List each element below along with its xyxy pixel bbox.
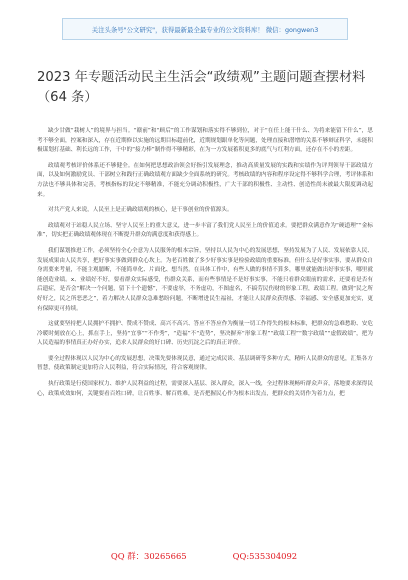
promo-banner-text: 关注头条号"公文研究"，获得最新最全最专业的公文资料库！ 微信：gongwen3 bbox=[91, 25, 319, 34]
footer-qq-group: QQ 群：30265665 bbox=[110, 551, 187, 561]
page-footer bbox=[0, 548, 408, 564]
paragraph: 要全过程体现以人民为中心的发展思想，决策先要体现民意，通过完成民谈、基层调研等多种方式，精听人民群众的意见，汇集各方智慧，使政策制定更加符合人民利益，符合实际情况，符合客观规律。 bbox=[37, 355, 373, 372]
footer-qq-contact: QQ:535304092 bbox=[232, 551, 298, 561]
paragraph: 对共产党人来说，人民至上是正确政绩观的核心，是干事创业的价值源头。 bbox=[48, 207, 233, 214]
paragraph: 缺少甘做“栽树人”的境界与担当。“赣前”和“顾后”的工作谋划和落实得不够到位，对于“在任上能干什么、为将来能留下什么”，思考不够全面，控案和深入，存在近期修以实施的远期目标超前化，近期规划跟单化等问题，处理直接和潜增的关系不够辩证科学，未能积极谋划打基础、利长远的工作，干中的“接力棒”制作得不够精彩，在为一方发展蓄积更多的底气与红利方面，还存在不小的差距。 bbox=[37, 128, 373, 154]
document-title: 2023 年专题活动民主生活会“政绩观”主题问题查摆材料（64 条） bbox=[37, 70, 366, 105]
paragraph: 这就要坚持把人民拥护不拥护、赞成不赞成、高兴不高兴、答应不答应作为衡量一切工作得失的根本标准，把群众的急难愁盼、安危冷暖时刻放在心上，抓在手上，坚持“宜事”“不作秀”，“造福”不“造势”，坚决摒弃“形象工程”“政绩工程”“数字政绩”“虚假政绩”，把为人民造福的事情真正办好办实，追求人民群众的好口碑、历史沉淀之后的真正评价。 bbox=[37, 321, 373, 347]
paragraph: 我们谋划推进工作，必须坚持全心全意为人民服务的根本宗旨，坚持以人民为中心的发展思想，坚持发展为了人民、发展依靠人民、发展成果由人民共享，把好事实事做到群众心坎上。为老百姓做了多少好事实事是检验政绩的重要标准，但什么是好事实事，要从群众自身需要来考量，不能主观臆断，不能简单化、片面化、想当然。在具体工作中，有些人做的事情不算多，哪里就能做出好事实事，哪里就能创造业绩。x、业绩好不好，要看群众实际感受，伤群众关系，而有些事情是不是好事实事，不能只看群众眼前的需求，还要看是否有后遗症，是否会“解决一个问题，留下十个遗憾”，不要虚举，不务虚功，不图虚名，不搞劳民伤财的形象工程，政绩工程。做到“民之所好好之，民之所恶恶之”，着力解决人民群众急难愁盼问题，不断增进民生福祉，才能让人民群众获得感、幸福感、安全感更加充实，更有保障更可持续。 bbox=[37, 247, 373, 312]
promo-banner[interactable] bbox=[62, 18, 348, 40]
paragraph: 执行政策是行使国家权力、维护人民利益的过程，需要深入基层、深入群众，深入一线，全过程体现畅听群众声音，落地要求深得民心，政策成效如何，关键要看百姓口碑，让百姓事、解百姓难，是否把握民心作为根本出发点，把群众的关切作为着力点，把 bbox=[37, 381, 373, 397]
document-body bbox=[37, 127, 373, 405]
paragraph: 政绩观考核评价体系还不够健全。在如何把思想政治领会好指引发展理念，推动高质量发展的实践和实绩作为评判领导干部政绩方面，以及如何激励党员、干部树立和践行正确政绩观方面缺少全面系统的研究。考核政绩的内容和程序设定得不够科学合理，考评体系和方法也不够具体和完善，考核指标的设定不够精准，不能充分调动积极性，广大干部的积极性、主动性、创造性尚未被最大限度调动起来。 bbox=[37, 162, 373, 198]
paragraph: 政绩观对于站稳人民立场、坚守人民至上的重大意义，进一步丰富了我们党人民至上的价值追求。要把群众满意作为“硬道理”“金标准”，切实把正确政绩观体现在不断提升群众的满意度和获得感上。 bbox=[37, 222, 373, 239]
